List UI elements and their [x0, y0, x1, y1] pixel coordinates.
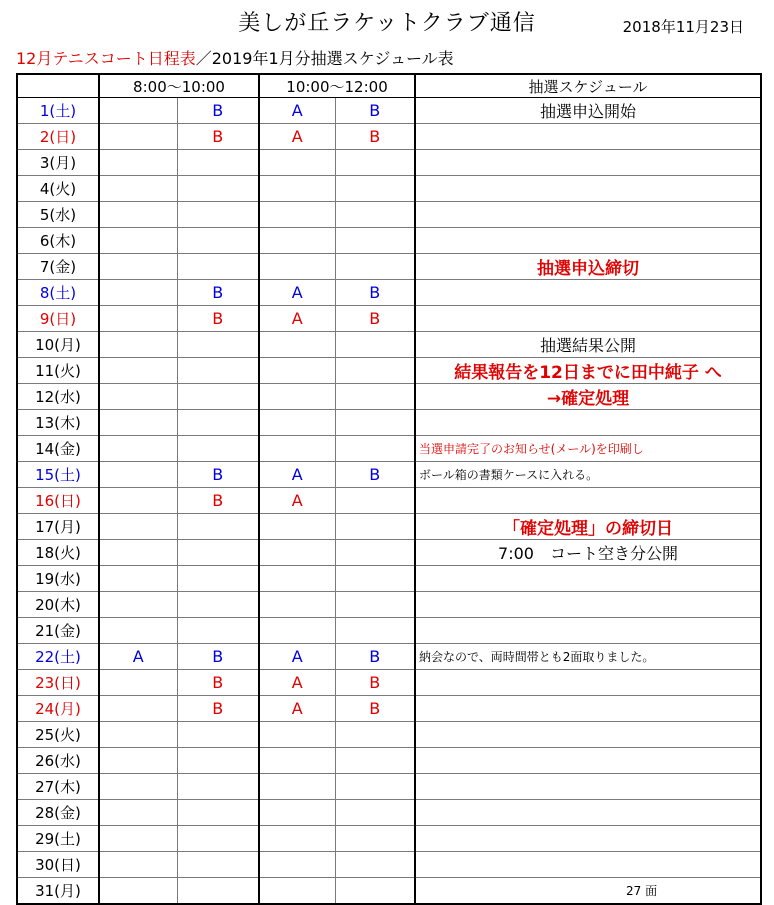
day-cell: 8(土): [17, 280, 99, 306]
schedule-note: [415, 566, 761, 592]
court-cell-slot1-b: [177, 722, 259, 748]
schedule-note: 当選申請完了のお知らせ(メール)を印刷し: [415, 436, 761, 462]
court-cell-slot1-b: [177, 176, 259, 202]
court-cell-slot2-b: [335, 228, 415, 254]
day-cell: 31(月): [17, 878, 99, 905]
day-cell: 12(水): [17, 384, 99, 410]
court-cell-slot2-a: [259, 774, 335, 800]
court-cell-slot1-a: [99, 124, 177, 150]
day-cell: 22(土): [17, 644, 99, 670]
court-cell-slot1-a: [99, 410, 177, 436]
court-cell-slot1-a: [99, 306, 177, 332]
schedule-note: [415, 202, 761, 228]
court-cell-slot1-b: [177, 150, 259, 176]
court-cell-slot1-b: [177, 592, 259, 618]
schedule-note: 抽選申込締切: [415, 254, 761, 280]
day-cell: 17(月): [17, 514, 99, 540]
court-cell-slot2-a: [259, 332, 335, 358]
document-subtitle: [16, 46, 454, 69]
court-cell-slot1-a: A: [99, 644, 177, 670]
table-row: [17, 410, 761, 436]
header-day: [17, 74, 99, 98]
court-cell-slot1-a: [99, 800, 177, 826]
court-cell-slot1-a: [99, 566, 177, 592]
court-cell-slot1-b: [177, 202, 259, 228]
court-cell-slot1-a: [99, 358, 177, 384]
schedule-note: [415, 150, 761, 176]
schedule-note: [415, 618, 761, 644]
day-cell: 21(金): [17, 618, 99, 644]
court-cell-slot2-b: [335, 774, 415, 800]
issue-date: 2018年11月23日: [622, 18, 744, 36]
court-cell-slot2-b: B: [335, 644, 415, 670]
court-cell-slot2-a: [259, 878, 335, 905]
court-cell-slot1-b: [177, 332, 259, 358]
court-cell-slot2-a: [259, 800, 335, 826]
court-cell-slot2-b: B: [335, 124, 415, 150]
court-cell-slot1-a: [99, 592, 177, 618]
court-cell-slot2-a: A: [259, 462, 335, 488]
court-cell-slot1-b: B: [177, 462, 259, 488]
court-cell-slot2-b: [335, 722, 415, 748]
court-cell-slot1-b: [177, 618, 259, 644]
court-cell-slot1-b: B: [177, 488, 259, 514]
court-cell-slot2-a: A: [259, 280, 335, 306]
day-cell: 28(金): [17, 800, 99, 826]
schedule-note: [415, 228, 761, 254]
court-cell-slot2-b: [335, 488, 415, 514]
day-cell: 6(木): [17, 228, 99, 254]
day-cell: 5(水): [17, 202, 99, 228]
table-row: [17, 176, 761, 202]
court-cell-slot1-a: [99, 332, 177, 358]
table-row: [17, 254, 761, 280]
court-cell-slot1-a: [99, 748, 177, 774]
court-schedule-table: [16, 73, 762, 905]
court-cell-slot1-b: [177, 436, 259, 462]
court-cell-slot1-b: [177, 514, 259, 540]
schedule-note: [415, 592, 761, 618]
court-cell-slot2-a: [259, 358, 335, 384]
schedule-note: [415, 852, 761, 878]
schedule-note: [415, 488, 761, 514]
day-cell: 27(木): [17, 774, 99, 800]
court-cell-slot2-a: A: [259, 98, 335, 124]
court-cell-slot1-a: [99, 540, 177, 566]
table-row: [17, 280, 761, 306]
court-cell-slot2-a: [259, 618, 335, 644]
table-row: [17, 202, 761, 228]
court-cell-slot2-a: [259, 176, 335, 202]
court-cell-slot2-a: A: [259, 644, 335, 670]
court-cell-slot2-a: [259, 514, 335, 540]
court-cell-slot1-b: B: [177, 280, 259, 306]
schedule-note: [415, 696, 761, 722]
court-cell-slot1-a: [99, 826, 177, 852]
table-header-row: [17, 74, 761, 98]
court-cell-slot1-b: [177, 826, 259, 852]
court-cell-slot2-a: [259, 254, 335, 280]
day-cell: 24(月): [17, 696, 99, 722]
court-cell-slot2-b: [335, 514, 415, 540]
court-cell-slot2-b: [335, 436, 415, 462]
day-cell: 14(金): [17, 436, 99, 462]
day-cell: 20(木): [17, 592, 99, 618]
court-cell-slot2-b: [335, 410, 415, 436]
court-cell-slot2-a: [259, 566, 335, 592]
court-cell-slot2-b: [335, 618, 415, 644]
table-row: [17, 722, 761, 748]
court-cell-slot2-b: [335, 540, 415, 566]
table-row: [17, 774, 761, 800]
table-row: [17, 150, 761, 176]
schedule-note: [415, 722, 761, 748]
day-cell: 18(火): [17, 540, 99, 566]
court-cell-slot1-a: [99, 384, 177, 410]
court-cell-slot1-b: B: [177, 644, 259, 670]
court-cell-slot1-a: [99, 618, 177, 644]
court-cell-slot1-a: [99, 670, 177, 696]
day-cell: 13(木): [17, 410, 99, 436]
day-cell: 26(水): [17, 748, 99, 774]
court-cell-slot1-a: [99, 852, 177, 878]
court-cell-slot1-b: [177, 254, 259, 280]
court-cell-slot1-b: [177, 748, 259, 774]
court-cell-slot1-a: [99, 462, 177, 488]
court-cell-slot1-b: [177, 878, 259, 905]
court-cell-slot1-b: B: [177, 124, 259, 150]
day-cell: 9(日): [17, 306, 99, 332]
schedule-note: [415, 826, 761, 852]
court-cell-slot2-a: [259, 748, 335, 774]
table-row: [17, 306, 761, 332]
court-cell-slot2-a: A: [259, 306, 335, 332]
header-time-slot-2: 10:00〜12:00: [259, 74, 415, 98]
day-cell: 3(月): [17, 150, 99, 176]
schedule-note: [415, 670, 761, 696]
court-cell-slot2-a: [259, 202, 335, 228]
court-cell-slot2-a: A: [259, 670, 335, 696]
schedule-note: [415, 306, 761, 332]
court-cell-slot1-a: [99, 722, 177, 748]
court-cell-slot1-a: [99, 150, 177, 176]
table-row: [17, 228, 761, 254]
table-row: [17, 98, 761, 124]
court-cell-slot1-a: [99, 488, 177, 514]
table-row: [17, 800, 761, 826]
schedule-note: 抽選結果公開: [415, 332, 761, 358]
table-row: [17, 670, 761, 696]
table-row: [17, 592, 761, 618]
subtitle-lottery: ／2019年1月分抽選スケジュール表: [195, 49, 454, 68]
schedule-note: 「確定処理」の締切日: [415, 514, 761, 540]
schedule-note: [415, 774, 761, 800]
court-cell-slot2-a: [259, 410, 335, 436]
court-cell-slot2-b: [335, 800, 415, 826]
court-cell-slot2-a: A: [259, 696, 335, 722]
court-cell-slot1-a: [99, 176, 177, 202]
court-cell-slot2-b: B: [335, 670, 415, 696]
court-cell-slot1-b: [177, 774, 259, 800]
court-cell-slot2-b: B: [335, 462, 415, 488]
schedule-note: [415, 800, 761, 826]
subtitle-schedule: 12月テニスコート日程表: [16, 49, 196, 68]
day-cell: 19(水): [17, 566, 99, 592]
court-cell-slot2-b: [335, 566, 415, 592]
court-cell-slot1-b: [177, 566, 259, 592]
court-cell-slot2-a: A: [259, 488, 335, 514]
day-cell: 30(日): [17, 852, 99, 878]
schedule-note: 抽選申込開始: [415, 98, 761, 124]
court-cell-slot2-b: [335, 852, 415, 878]
court-cell-slot1-a: [99, 228, 177, 254]
table-row: [17, 384, 761, 410]
schedule-note: [415, 176, 761, 202]
court-cell-slot1-a: [99, 98, 177, 124]
day-cell: 25(火): [17, 722, 99, 748]
day-cell: 2(日): [17, 124, 99, 150]
table-row: [17, 332, 761, 358]
table-row: [17, 852, 761, 878]
court-cell-slot1-b: [177, 410, 259, 436]
court-cell-slot1-a: [99, 878, 177, 905]
header-lottery-schedule: 抽選スケジュール: [415, 74, 761, 98]
court-cell-slot1-b: B: [177, 306, 259, 332]
court-cell-slot1-a: [99, 254, 177, 280]
schedule-note: [415, 748, 761, 774]
court-cell-slot2-b: [335, 826, 415, 852]
court-cell-slot1-b: [177, 358, 259, 384]
court-cell-slot1-a: [99, 774, 177, 800]
court-cell-slot2-b: [335, 748, 415, 774]
court-cell-slot2-a: [259, 540, 335, 566]
court-cell-slot2-b: B: [335, 306, 415, 332]
table-row: [17, 124, 761, 150]
table-row: [17, 436, 761, 462]
table-row: [17, 696, 761, 722]
court-cell-slot2-a: [259, 384, 335, 410]
court-cell-slot1-a: [99, 514, 177, 540]
table-row: [17, 540, 761, 566]
court-cell-slot1-a: [99, 696, 177, 722]
court-cell-slot2-b: B: [335, 98, 415, 124]
court-cell-slot1-b: [177, 540, 259, 566]
court-cell-slot2-b: [335, 878, 415, 905]
table-row: [17, 488, 761, 514]
court-cell-slot2-a: [259, 228, 335, 254]
schedule-note: 27 面: [415, 878, 761, 905]
court-cell-slot2-b: [335, 202, 415, 228]
court-cell-slot2-b: B: [335, 696, 415, 722]
court-cell-slot2-b: [335, 254, 415, 280]
day-cell: 4(火): [17, 176, 99, 202]
table-row: [17, 644, 761, 670]
court-cell-slot2-b: [335, 384, 415, 410]
court-cell-slot1-b: B: [177, 98, 259, 124]
header-time-slot-1: 8:00〜10:00: [99, 74, 259, 98]
day-cell: 7(金): [17, 254, 99, 280]
table-row: [17, 462, 761, 488]
schedule-note: [415, 124, 761, 150]
court-cell-slot1-b: [177, 384, 259, 410]
court-cell-slot2-a: [259, 592, 335, 618]
table-row: [17, 826, 761, 852]
schedule-note: ボール箱の書類ケースに入れる。: [415, 462, 761, 488]
schedule-note: 納会なので、両時間帯とも2面取りました。: [415, 644, 761, 670]
table-row: [17, 358, 761, 384]
court-cell-slot1-b: [177, 852, 259, 878]
court-cell-slot2-b: [335, 176, 415, 202]
court-cell-slot2-a: [259, 826, 335, 852]
table-row: [17, 514, 761, 540]
court-cell-slot1-b: B: [177, 670, 259, 696]
day-cell: 29(土): [17, 826, 99, 852]
day-cell: 16(日): [17, 488, 99, 514]
schedule-note: 7:00 コート空き分公開: [415, 540, 761, 566]
court-cell-slot1-a: [99, 280, 177, 306]
court-cell-slot2-a: [259, 722, 335, 748]
court-cell-slot1-b: B: [177, 696, 259, 722]
court-cell-slot2-b: B: [335, 280, 415, 306]
schedule-note: →確定処理: [415, 384, 761, 410]
court-cell-slot2-a: A: [259, 124, 335, 150]
court-cell-slot1-b: [177, 800, 259, 826]
court-cell-slot2-a: [259, 150, 335, 176]
court-cell-slot2-b: [335, 332, 415, 358]
court-cell-slot1-b: [177, 228, 259, 254]
court-cell-slot1-a: [99, 202, 177, 228]
court-cell-slot2-a: [259, 852, 335, 878]
day-cell: 15(土): [17, 462, 99, 488]
schedule-note: 結果報告を12日までに田中純子 へ: [415, 358, 761, 384]
court-cell-slot2-a: [259, 436, 335, 462]
court-cell-slot2-b: [335, 150, 415, 176]
table-row: [17, 748, 761, 774]
day-cell: 11(火): [17, 358, 99, 384]
court-cell-slot1-a: [99, 436, 177, 462]
table-row: [17, 878, 761, 905]
table-row: [17, 566, 761, 592]
day-cell: 10(月): [17, 332, 99, 358]
day-cell: 1(土): [17, 98, 99, 124]
court-cell-slot2-b: [335, 592, 415, 618]
table-row: [17, 618, 761, 644]
newsletter-title: 美しが丘ラケットクラブ通信: [238, 11, 536, 36]
schedule-note: [415, 280, 761, 306]
court-cell-slot2-b: [335, 358, 415, 384]
day-cell: 23(日): [17, 670, 99, 696]
schedule-note: [415, 410, 761, 436]
